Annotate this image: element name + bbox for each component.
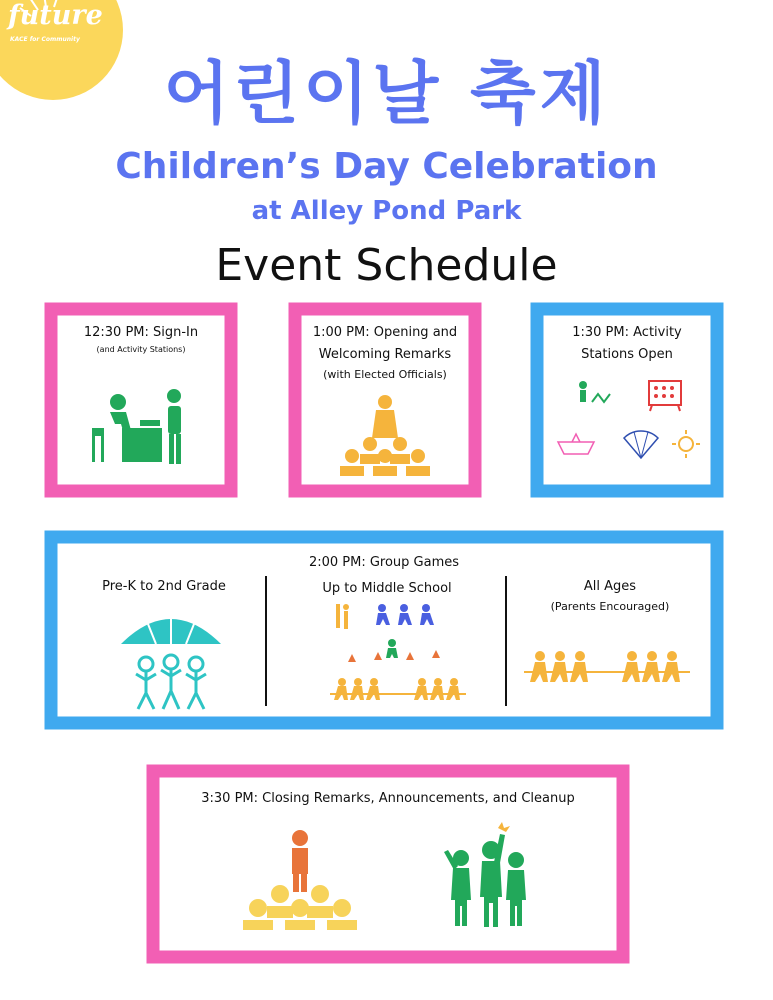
signin-desk-icon: [86, 388, 196, 468]
logo-future-text: future: [8, 0, 103, 31]
korean-title: 어린이날 축제: [163, 55, 610, 134]
speaker-audience-icon: [330, 394, 440, 478]
activity-line2-text: Stations Open: [581, 347, 673, 362]
english-title: Children’s Day Celebration: [115, 146, 658, 187]
tug-of-war-small-icon: [328, 676, 468, 706]
group-games-box: [44, 530, 724, 730]
activity-line1-text: 1:30 PM: Activity: [572, 325, 682, 340]
connect-four-icon: [646, 378, 684, 412]
opening-event-box: [288, 302, 482, 498]
schedule-heading: Event Schedule: [215, 240, 558, 291]
relay-race-icon: [334, 602, 494, 636]
hand-fan-icon: [622, 428, 660, 460]
soccer-cones-icon: [344, 638, 444, 668]
signin-time-text: 12:30 PM: Sign-In: [83, 325, 199, 340]
opening-line2-text: Welcoming Remarks: [318, 347, 452, 362]
activity-event-box: [530, 302, 724, 498]
sun-drawing-icon: [670, 428, 702, 460]
closing-speaker-icon: [240, 828, 360, 932]
paper-boat-icon: [556, 432, 596, 458]
games-col1-text: Pre-K to 2nd Grade: [102, 579, 226, 594]
location-subtitle: at Alley Pond Park: [251, 196, 522, 226]
closing-text: 3:30 PM: Closing Remarks, Announcements, and Cleanup: [201, 791, 575, 806]
games-col3-line1-text: All Ages: [583, 579, 637, 594]
opening-note-text: (with Elected Officials): [323, 368, 447, 381]
signin-event-box: [44, 302, 238, 498]
opening-line1-text: 1:00 PM: Opening and: [312, 325, 458, 340]
team-celebration-icon: [436, 820, 536, 930]
tug-of-war-icon: [522, 648, 692, 688]
closing-event-box: [146, 764, 630, 964]
parachute-game-icon: [116, 604, 226, 714]
games-col3-line2-text: (Parents Encouraged): [550, 600, 670, 613]
games-col2-text: Up to Middle School: [322, 581, 452, 596]
games-heading-text: 2:00 PM: Group Games: [308, 555, 460, 570]
kicking-game-icon: [576, 380, 616, 412]
signin-note-text: (and Activity Stations): [96, 345, 186, 354]
logo-tagline-text: KACE for Community: [10, 36, 80, 43]
